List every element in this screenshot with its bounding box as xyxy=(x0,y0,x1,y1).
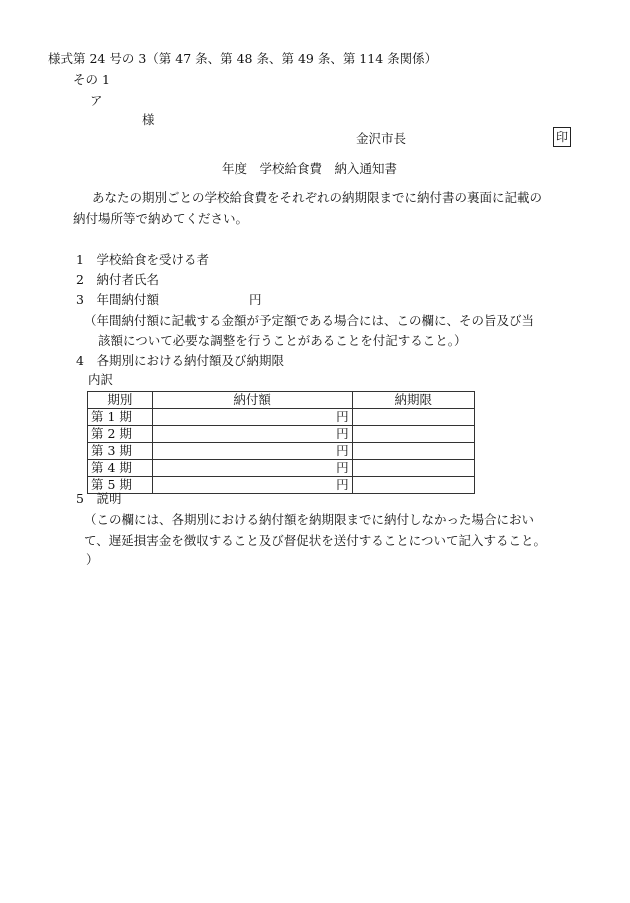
item-a-label: ア xyxy=(90,93,103,108)
table-header-row xyxy=(88,392,475,409)
header-amount: 納付額 xyxy=(152,392,352,409)
item-2: 2 納付者氏名 xyxy=(76,272,159,287)
item-5-note-1: （この欄には、各期別における納付額を納期限までに納付しなかった場合におい xyxy=(84,512,535,527)
due-date-cell xyxy=(352,477,474,494)
period-cell: 第 3 期 xyxy=(88,443,153,460)
seal-stamp: 印 xyxy=(553,127,571,147)
period-cell: 第 4 期 xyxy=(88,460,153,477)
item-5-note-2: て、遅延損害金を徴収すること及び督促状を送付することについて記入すること。 xyxy=(84,533,547,548)
item-4: 4 各期別における納付額及び納期限 xyxy=(76,353,284,368)
table-row xyxy=(88,426,475,443)
amount-cell: 円 xyxy=(152,443,352,460)
period-cell: 第 5 期 xyxy=(88,477,153,494)
table-row xyxy=(88,477,475,494)
amount-cell: 円 xyxy=(152,460,352,477)
item-3-note-1: （年間納付額に記載する金額が予定額である場合には、この欄に、その旨及び当 xyxy=(84,313,535,328)
due-date-cell xyxy=(352,443,474,460)
document-title: 年度 学校給食費 納入通知書 xyxy=(222,161,398,176)
honorific-sama: 様 xyxy=(142,112,155,127)
intro-line-1: あなたの期別ごとの学校給食費をそれぞれの納期限までに納付書の裏面に記載の xyxy=(92,190,543,205)
due-date-cell xyxy=(352,426,474,443)
period-cell: 第 2 期 xyxy=(88,426,153,443)
item-3-note-2: 該額について必要な調整を行うことがあることを付記すること。） xyxy=(98,333,467,348)
intro-line-2: 納付場所等で納めてください。 xyxy=(73,211,249,226)
breakdown-label: 内訳 xyxy=(88,372,114,387)
item-5: 5 説明 xyxy=(76,491,122,506)
table-row xyxy=(88,460,475,477)
form-number: 様式第 24 号の 3（第 47 条、第 48 条、第 49 条、第 114 条関係） xyxy=(48,51,438,66)
payment-schedule-table xyxy=(87,391,475,494)
due-date-cell xyxy=(352,460,474,477)
item-3-label: 3 年間納付額 xyxy=(76,292,159,307)
table-row xyxy=(88,409,475,426)
item-5-note-3: ） xyxy=(86,552,99,567)
item-1: 1 学校給食を受ける者 xyxy=(76,252,209,267)
amount-cell: 円 xyxy=(152,477,352,494)
header-period: 期別 xyxy=(88,392,153,409)
subsection-label: その 1 xyxy=(73,72,110,87)
period-cell: 第 1 期 xyxy=(88,409,153,426)
amount-cell: 円 xyxy=(152,426,352,443)
header-due-date: 納期限 xyxy=(352,392,474,409)
table-row xyxy=(88,443,475,460)
due-date-cell xyxy=(352,409,474,426)
amount-cell: 円 xyxy=(152,409,352,426)
issuer-name: 金沢市長 xyxy=(356,131,407,146)
item-3-unit: 円 xyxy=(249,292,262,307)
